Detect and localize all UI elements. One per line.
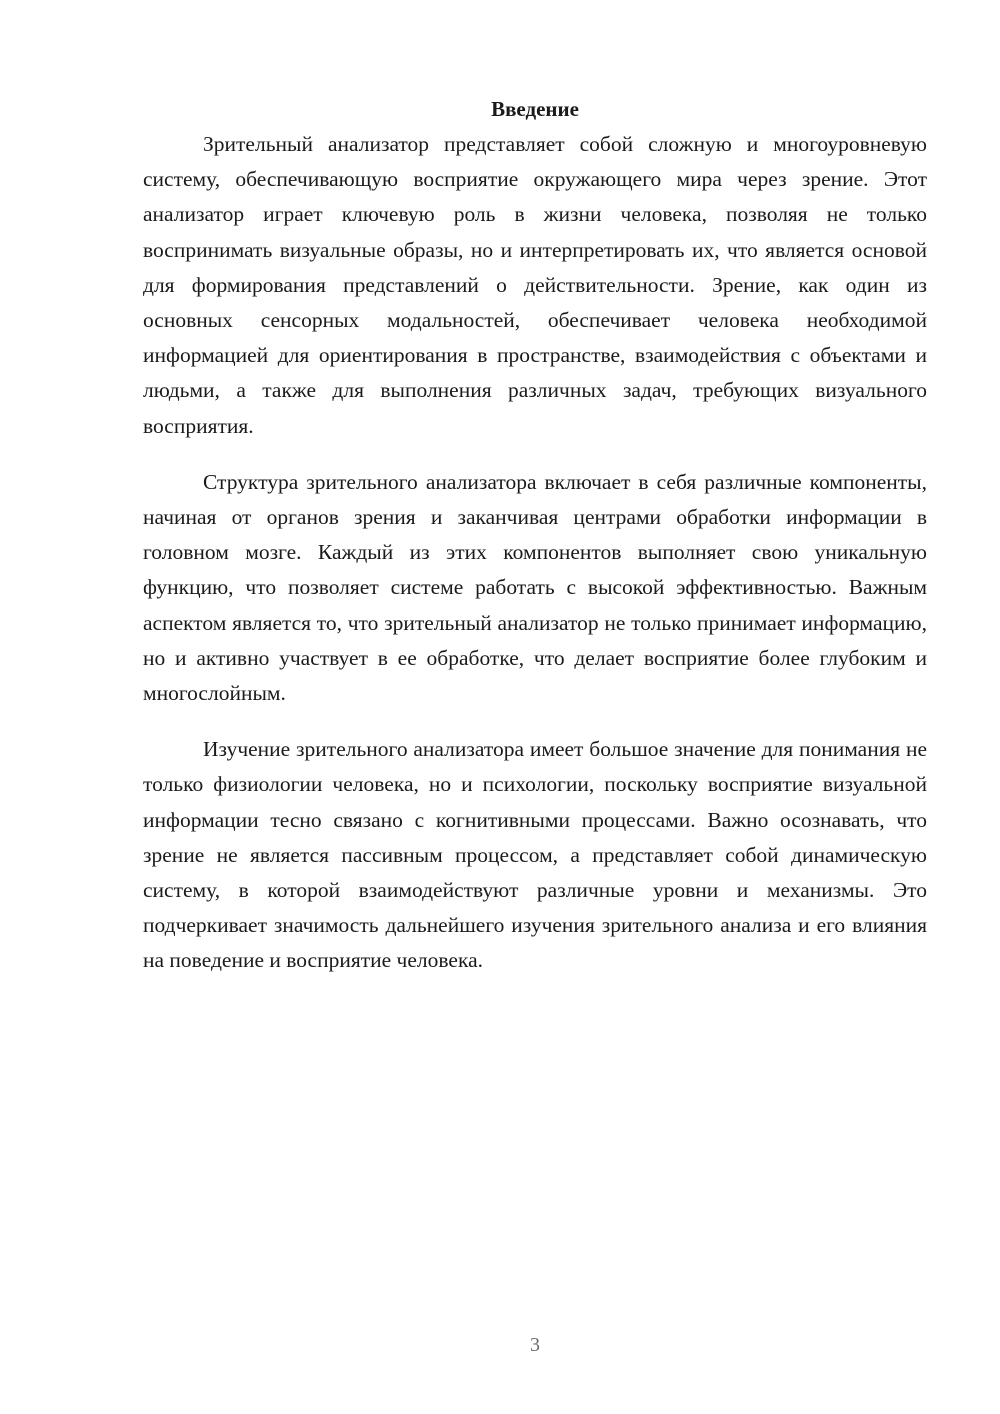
- paragraph-3: Изучение зрительного анализатора имеет большое значение для понимания не только физиологии человека, но и психологии, поскольку восприятие визуальной информации тесно связано с когнитивными процессами. Важно осознавать, что зрение не является пассивным процессом, а представляет собой динамическую систему, в которой взаимодействуют различные уровни и механизмы. Это подчеркивает значимость дальнейшего изучения зрительного анализа и его влияния на поведение и восприятие человека.: [143, 737, 927, 973]
- section-heading: Введение: [491, 97, 579, 121]
- paragraph-2: Структура зрительного анализатора включает в себя различные компоненты, начиная от органов зрения и заканчивая центрами обработки информации в головном мозге. Каждый из этих компонентов выполняет свою уникальную функцию, что позволяет системе работать с высокой эффективностью. Важным аспектом является то, что зрительный анализатор не только принимает информацию, но и активно участвует в ее обработке, что делает восприятие более глубоким и многослойным.: [143, 469, 927, 706]
- page-content: [143, 92, 927, 1000]
- page-number: 3: [530, 1334, 540, 1356]
- paragraph-1: Зрительный анализатор представляет собой сложную и многоуровневую систему, обеспечивающую восприятие окружающего мира через зрение. Этот анализатор играет ключевую роль в жизни человека, позволяя не только воспринимать визуальные образы, но и интерпретировать их, что является основой для формирования представлений о действительности. Зрение, как один из основных сенсорных модальностей, обеспечивает человека необходимой информацией для ориентирования в пространстве, взаимодействия с объектами и людьми, а также для выполнения различных задач, требующих визуального восприятия.: [143, 132, 927, 438]
